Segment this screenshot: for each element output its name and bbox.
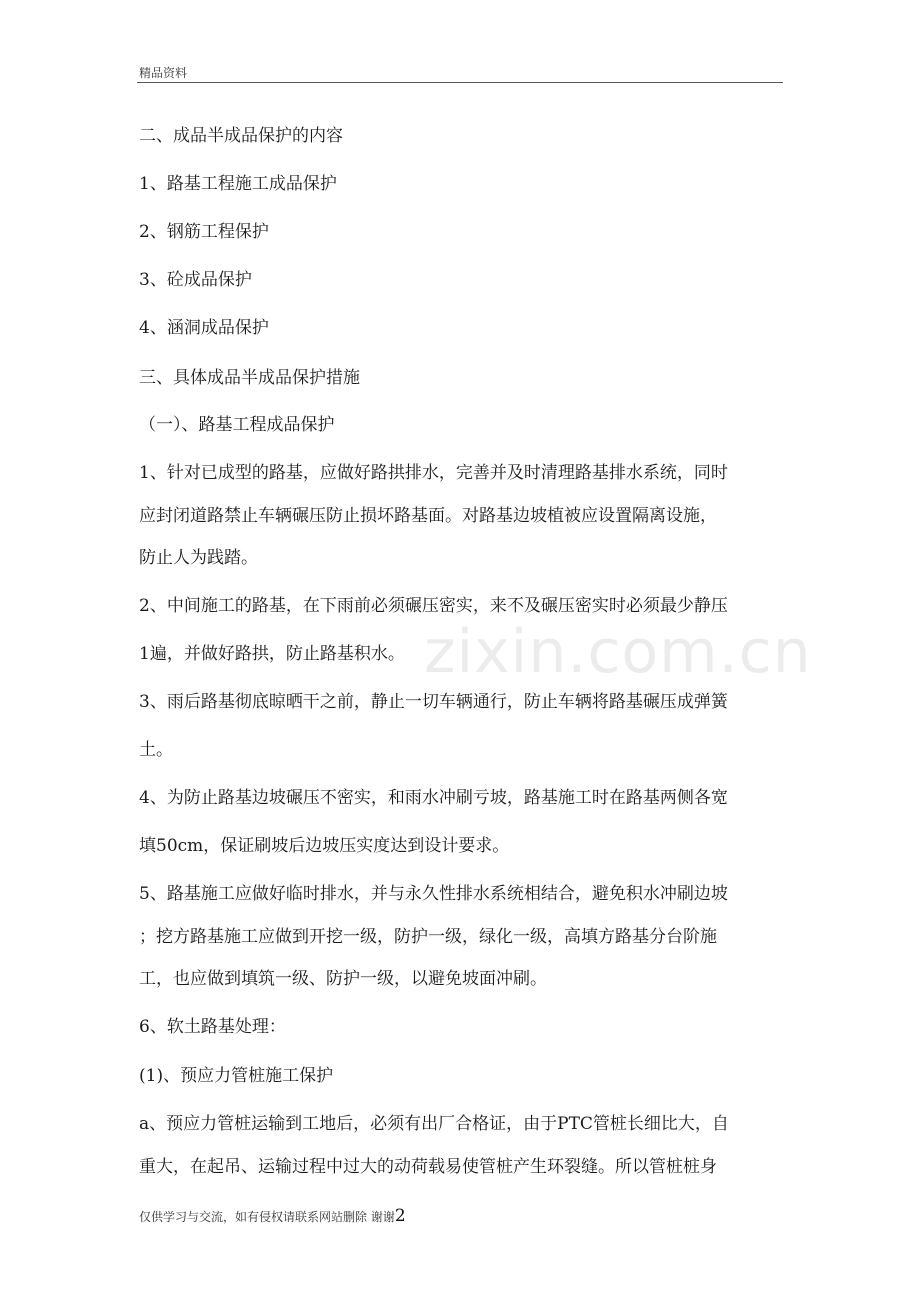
paragraph-line: 5、路基施工应做好临时排水，并与永久性排水系统相结合，避免积水冲刷边坡 [139,884,728,904]
paragraph-line: 1遍，并做好路拱，防止路基积水。 [139,644,405,664]
subsection-heading: （一）、路基工程成品保护 [139,415,335,435]
paragraph-line: 2、中间施工的路基，在下雨前必须碾压密实，来不及碾压密实时必须最少静压 [139,596,728,616]
watermark: zixin.com.cn [424,617,812,687]
paragraph-line: 4、为防止路基边坡碾压不密实，和雨水冲刷亏坡，路基施工时在路基两侧各宽 [139,788,728,808]
list-item: 3、砼成品保护 [139,270,252,290]
page-number: 2 [394,1206,406,1226]
subsection-heading: (1)、预应力管桩施工保护 [139,1066,334,1086]
paragraph-line: 填50cm，保证刷坡后边坡压实度达到设计要求。 [139,836,510,856]
paragraph-line: 土。 [139,740,173,760]
paragraph-line: 3、雨后路基彻底晾晒干之前，静止一切车辆通行，防止车辆将路基碾压成弹簧 [139,692,728,712]
list-item: 2、钢筋工程保护 [139,222,269,242]
paragraph-line: 防止人为践踏。 [139,548,258,568]
page-footer [139,1206,406,1226]
list-item: 1、路基工程施工成品保护 [139,174,337,194]
paragraph-line: 工，也应做到填筑一级、防护一级，以避免坡面冲刷。 [139,969,547,989]
page-header-label: 精品资料 [139,66,188,80]
paragraph-line: a、预应力管桩运输到工地后，必须有出厂合格证，由于PTC管桩长细比大，自 [139,1114,729,1134]
paragraph-line: 应封闭道路禁止车辆碾压防止损坏路基面。对路基边坡植被应设置隔离设施， [139,506,717,526]
footer-text: 仅供学习与交流，如有侵权请联系网站删除 谢谢 [139,1210,395,1224]
section-heading: 三、具体成品半成品保护措施 [139,368,360,388]
paragraph-line: 1、针对已成型的路基，应做好路拱排水，完善并及时清理路基排水系统，同时 [139,463,728,483]
section-heading: 二、成品半成品保护的内容 [139,126,343,146]
paragraph-line: ；挖方路基施工应做到开挖一级，防护一级，绿化一级，高填方路基分台阶施 [139,927,717,947]
list-item: 4、涵洞成品保护 [139,318,269,338]
header-divider [137,82,783,83]
paragraph-line: 6、软土路基处理： [139,1017,286,1037]
paragraph-line: 重大，在起吊、运输过程中过大的动荷载易使管桩产生环裂缝。所以管桩桩身 [139,1157,717,1177]
